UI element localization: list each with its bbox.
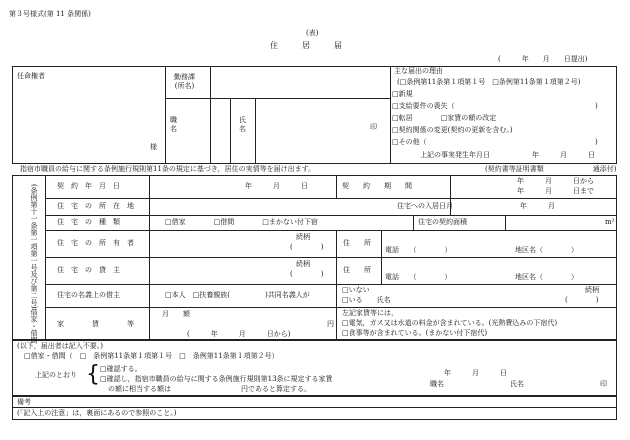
- rent-from-date[interactable]: ( 年 月 日から): [187, 330, 291, 338]
- monthly-label: 月 額: [162, 310, 190, 318]
- location-label: 住 宅 の 所 在 地: [57, 202, 134, 210]
- contract-period-label: 契 約 期 間: [342, 182, 412, 190]
- reason-move[interactable]: □転居 □家賃の額の改定: [392, 114, 497, 122]
- rent-note: 左記家賃等には，: [342, 309, 398, 317]
- side-vertical-label: (条例第十一条第一項第一号及び第二号)借家・借間: [30, 184, 38, 344]
- paren-close: ): [595, 102, 598, 110]
- co-signer-exists[interactable]: □いる 氏名: [342, 296, 391, 304]
- lessor-address-label: 住 所: [343, 266, 371, 274]
- nominal-borrower-label: 住宅の名義上の借主: [57, 291, 120, 299]
- move-in-value[interactable]: 年 月: [520, 202, 555, 210]
- nominal-borrower-options[interactable]: □本人 □扶養親族( )共同名義人が: [165, 291, 310, 299]
- brace-left: {: [86, 362, 100, 387]
- office-seal: 印: [600, 380, 607, 388]
- type-label: 住 宅 の 種 類: [57, 218, 120, 226]
- reason-new[interactable]: □新規: [392, 90, 413, 98]
- seal-mark: 印: [370, 123, 377, 131]
- lessor-relation: 続柄: [296, 260, 310, 268]
- shimei-label: 氏 名: [239, 116, 246, 133]
- area-label: 住宅の契約面積: [418, 218, 467, 226]
- office-calc[interactable]: □確認し，指宿市職員の給与に関する条例施行規則第13条に規定する家賃: [100, 375, 333, 383]
- riyu-options[interactable]: (□条例第11条第１項第１号 □条例第11条第１項第２号): [397, 78, 581, 86]
- lessor-phone[interactable]: 電話 （ ）: [385, 273, 452, 281]
- period-from[interactable]: 年 月 日から: [517, 177, 594, 185]
- occurrence-date: 上記の事実発生年月日 年 月 日: [420, 151, 595, 159]
- move-in-label: 住宅への入居日月: [397, 202, 453, 210]
- office-calc-2: の額に相当する額は 円であると算定する。: [108, 385, 311, 393]
- owner-relation: 続柄: [296, 233, 310, 241]
- office-shokumei: 職名: [430, 380, 444, 388]
- rent-label: 家 賃 等: [57, 320, 134, 328]
- form-title: 住 居 届: [270, 41, 342, 50]
- reason-contract[interactable]: □契約関係の変更(契約の更新を含む。): [392, 126, 513, 134]
- contract-docs: (契約書等証明書類 通添付): [485, 165, 617, 173]
- office-date[interactable]: 年 月 日: [444, 369, 507, 377]
- owner-address-label: 住 所: [343, 239, 371, 247]
- owner-label: 住 宅 の 所 有 者: [57, 239, 134, 247]
- rent-includes-utilities[interactable]: □電気，ガス又は水道の料金が含まれている。(光熱費込みの下宿代): [342, 319, 558, 327]
- co-signer-none[interactable]: □いない: [342, 286, 370, 294]
- footnote: (「記入上の注意」は，裏面にあるので参照のこと。): [17, 409, 177, 417]
- rent-includes-meals[interactable]: □食事等が含まれている。(まかない付下宿代): [342, 329, 488, 337]
- lessor-label: 住 宅 の 貸 主: [57, 266, 120, 274]
- owner-phone[interactable]: 電話 （ ）: [385, 246, 452, 254]
- shokumei-label: 職 名: [170, 116, 177, 133]
- office-as-above: 上記のとおり: [35, 371, 77, 379]
- sama-label: 様: [150, 143, 157, 151]
- office-shimei: 氏名: [510, 380, 524, 388]
- period-to[interactable]: 年 月 日まで: [517, 187, 594, 195]
- lessor-relation-blank[interactable]: ( ): [290, 270, 324, 278]
- submission-date: ( 年 月 日提出): [498, 55, 588, 63]
- contract-date-value[interactable]: 年 月 日: [245, 182, 308, 190]
- area-unit: m²: [605, 218, 615, 226]
- remarks-label: 備考: [17, 398, 31, 406]
- riyu-title: 主な届出の理由: [394, 67, 443, 75]
- reason-loss[interactable]: □支給要件の喪失（: [392, 102, 455, 110]
- office-confirm[interactable]: □確認する。: [100, 365, 142, 373]
- rent-yen: 円: [327, 320, 334, 328]
- co-signer-relation-blank[interactable]: ( ): [565, 296, 599, 304]
- contract-date-label: 契 約 年 月 日: [57, 182, 120, 190]
- kinmuka-label: 勤務課 (所名): [174, 73, 195, 91]
- co-signer-relation: 続柄: [585, 286, 599, 294]
- lessor-district[interactable]: 地区名（ ）: [515, 273, 578, 281]
- declaration: 指宿市職員の給与に関する条例施行規則第11条の規定に基づき，居住の実情等を届け出ます。: [20, 165, 316, 173]
- owner-relation-blank[interactable]: ( ): [290, 243, 324, 251]
- paren-close: ): [595, 138, 598, 146]
- office-type[interactable]: □借家・借間（ □ 条例第11条第１項第１号 □ 条例第11条第１項第２号）: [24, 352, 279, 360]
- type-options[interactable]: □借家 □借間 □まかない付下宿: [165, 218, 318, 226]
- office-note: (以下，届出者は記入不要。): [17, 342, 103, 350]
- ninmei-label: 任命権者: [17, 72, 45, 80]
- owner-district[interactable]: 地区名（ ）: [515, 246, 578, 254]
- form-number: 第３号様式(第 11 条関係): [9, 10, 91, 18]
- reason-other[interactable]: □その他（: [392, 138, 427, 146]
- side-label: (表): [306, 29, 319, 37]
